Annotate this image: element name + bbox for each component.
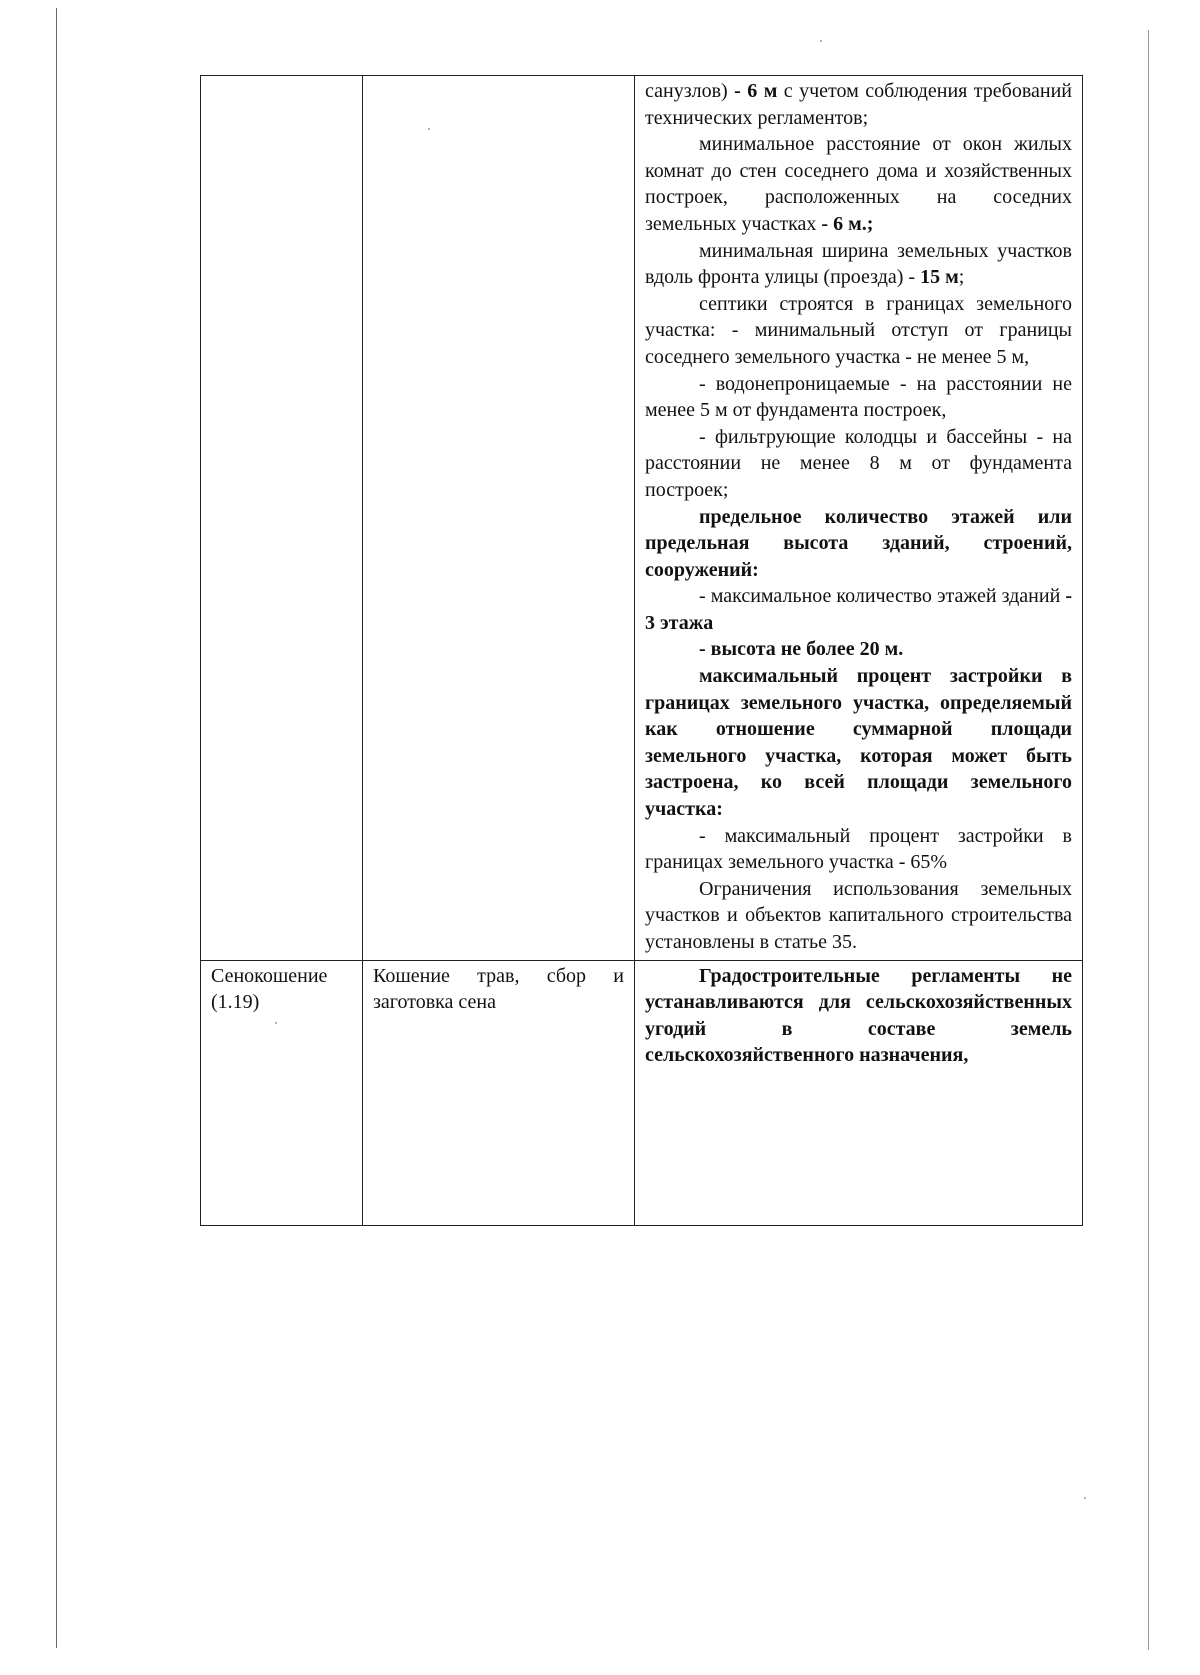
regulation-paragraph [645,636,1072,663]
regulations-table [200,75,1083,1226]
regulation-text-run: - максимальный процент застройки в границах земельного участка - 65% [645,824,1072,874]
scan-left-edge [56,8,57,1648]
regulation-paragraph [645,131,1072,237]
regulation-text-run: санузлов) [645,80,735,102]
regulation-text-run: минимальное расстояние от окон жилых комнат до стен соседнего дома и хозяйственных построек, расположенных на соседних земельных участках [645,133,1072,235]
regulation-text-run: - водонепроницаемые - на расстоянии не менее 5 м от фундамента построек, [645,372,1072,422]
row2-col3-cell [635,960,1083,1225]
row1-col3-cell [635,76,1083,961]
regulation-text-run: ; [958,266,965,289]
regulation-text-run: Ограничения использования земельных участков и объектов капитального строительства установлены в статье 35. [645,877,1072,953]
scan-right-edge [1148,30,1149,1650]
regulation-text-run: - максимальное количество этажей зданий [699,585,1066,608]
regulation-paragraph [645,823,1072,876]
regulation-text-run: максимальный процент застройки в границах земельного участка, определяемый как отношение суммарной площади земельного участка, которая может быть застроена, ко всей площади земельного участка: [645,665,1072,821]
regulation-note: Градостроительные регламенты не устанавливаются для сельскохозяйственных угодий в составе земель сельскохозяйственного назначения, [645,964,1072,1067]
row1-col1-cell [201,76,363,961]
table-row [201,960,1083,1225]
row2-col1-cell [201,960,363,1225]
scan-speck [1084,1497,1086,1499]
regulation-paragraph [645,78,1072,131]
regulation-text-run: минимальная ширина земельных участков вдоль фронта улицы (проезда) - [645,239,1072,289]
regulation-text-run: - высота не более 20 м. [699,638,904,661]
regulation-text-run: - 6 м [734,80,778,102]
regulation-text-run: септики строятся в границах земельного участка: - минимальный отступ от границы соседнего земельного участка - не менее 5 м, [645,292,1072,368]
regulation-text-run: - 6 м.; [821,212,874,235]
regulation-text [645,78,1072,956]
regulation-text-run: - фильтрующие колодцы и бассейны - на расстоянии не менее 8 м от фундамента построек; [645,425,1072,501]
use-type-description: Кошение трав, сбор и заготовка сена [373,964,624,1014]
scan-speck [820,40,822,42]
row2-col2-cell [363,960,635,1225]
regulation-paragraph [645,291,1072,371]
regulation-paragraph [645,371,1072,424]
regulation-paragraph [645,663,1072,823]
regulation-paragraph [645,424,1072,504]
regulation-text-run: 15 м [920,266,959,289]
regulation-paragraph [645,238,1072,291]
regulation-paragraph [645,583,1072,636]
regulation-text-run: с учетом соблюдения требований технических регламентов; [645,80,1073,129]
regulation-text-run: предельное количество этажей или предельная высота зданий, строений, сооружений: [645,505,1072,581]
regulation-paragraph [645,504,1072,584]
row1-col2-cell [363,76,635,961]
use-type-name: Сенокошение (1.19) [211,964,328,1014]
regulation-text-run: - 3 этажа [645,585,1072,634]
regulation-paragraph [645,876,1072,956]
table-row [201,76,1083,961]
